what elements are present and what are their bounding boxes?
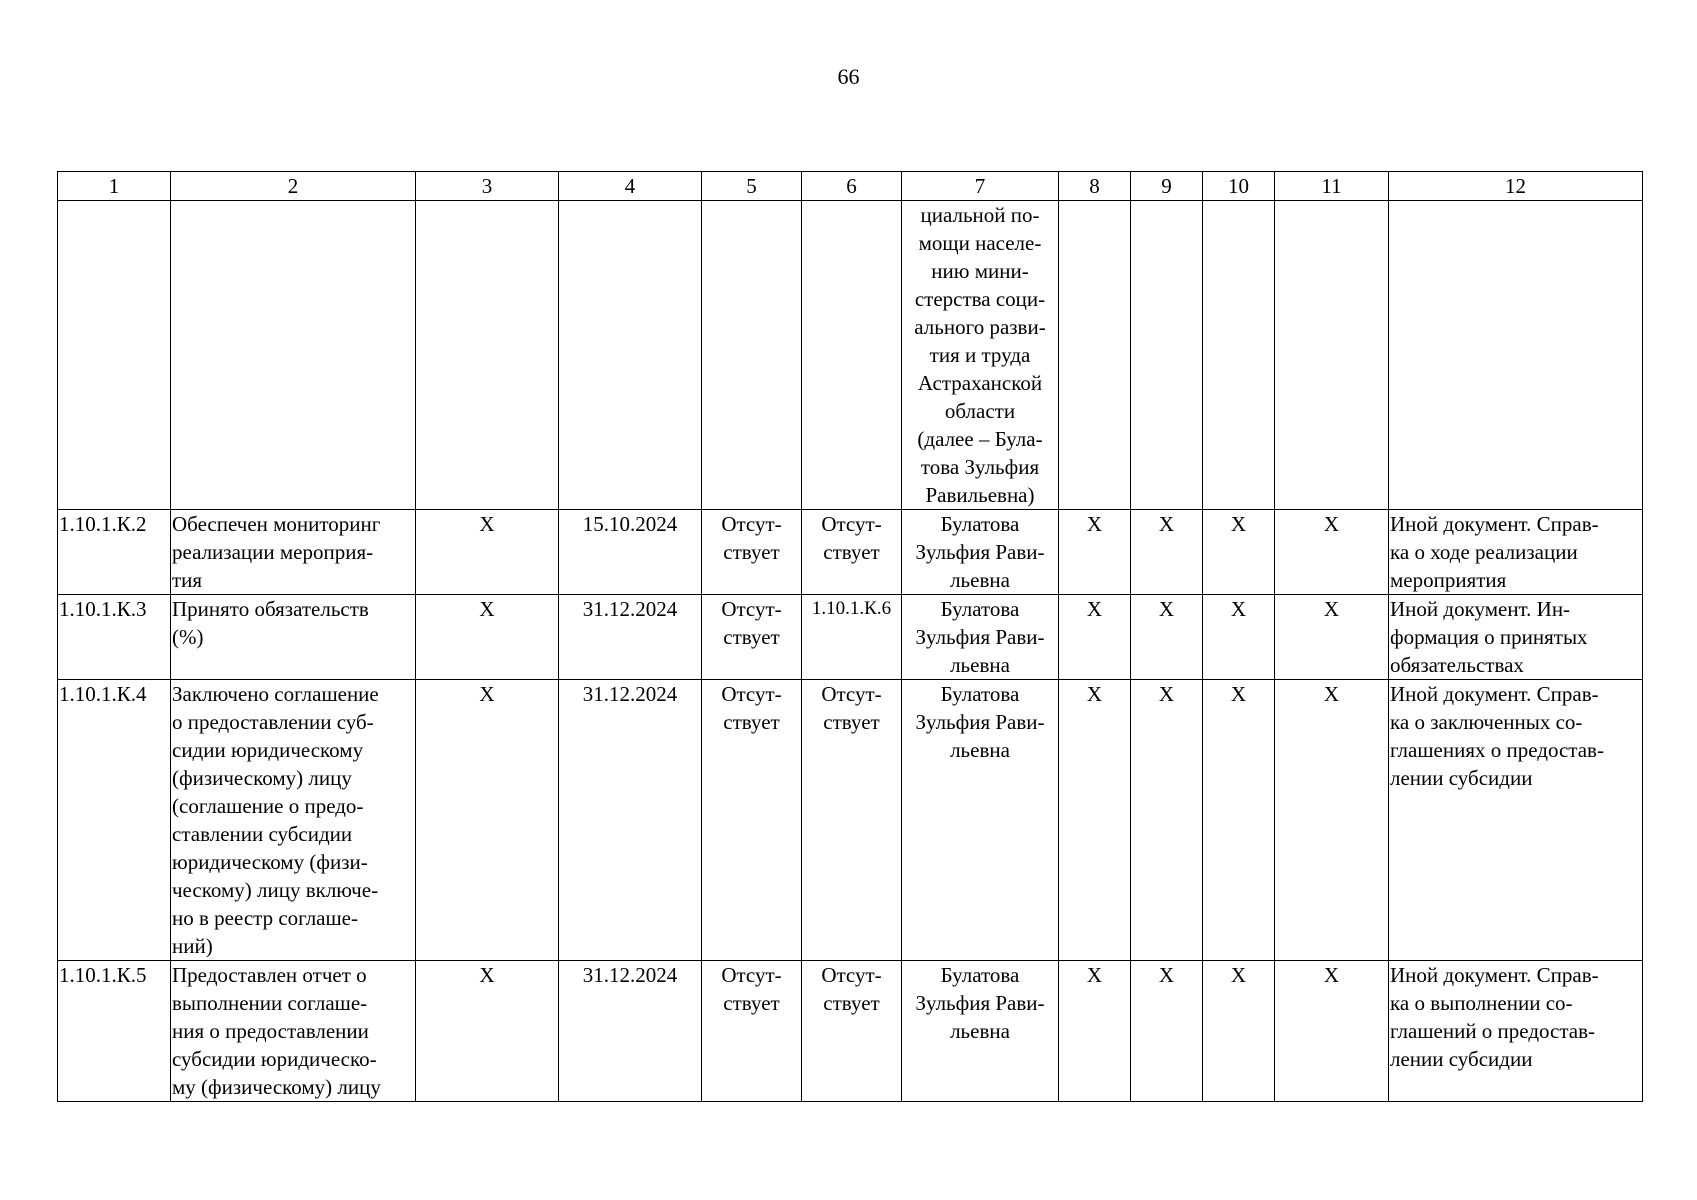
column-header: 1 <box>58 172 171 201</box>
header-row <box>58 172 1643 201</box>
cell-text-line: това Зульфия <box>920 455 1040 479</box>
cell-text-line: обязательствах <box>1390 653 1524 677</box>
cell-text-line: Равильевна) <box>925 483 1035 507</box>
cell-text-line: льевна <box>950 653 1010 677</box>
cell-text-line: Иной документ. Справ- <box>1390 512 1599 536</box>
cell-text-line: глашений о предостав- <box>1390 1019 1596 1043</box>
cell-text-line: Булатова <box>940 512 1020 536</box>
document-type-cell <box>1389 961 1643 1102</box>
column-header: 4 <box>559 172 702 201</box>
row-code-cell: 1.10.1.К.3 <box>58 595 171 680</box>
cell-text-line: реализации мероприя- <box>172 540 374 564</box>
row-code-cell: 1.10.1.К.5 <box>58 961 171 1102</box>
column-header: 10 <box>1203 172 1275 201</box>
column-header: 11 <box>1275 172 1389 201</box>
responsible-cell <box>902 680 1059 961</box>
table-cell: X <box>1275 510 1389 595</box>
table-cell <box>416 201 559 510</box>
cell-text-line: Отсут- <box>721 682 782 706</box>
cell-text-line: Отсут- <box>821 682 882 706</box>
cell-text-line: мощи населе- <box>918 231 1042 255</box>
column-header: 12 <box>1389 172 1643 201</box>
cell-text-line: Предоставлен отчет о <box>172 963 367 987</box>
table-cell: X <box>1275 680 1389 961</box>
column-header: 2 <box>171 172 416 201</box>
cell-text-line: ка о заключенных со- <box>1390 710 1583 734</box>
cell-text-line: Принято обязательств <box>172 597 369 621</box>
table-row <box>58 680 1643 961</box>
cell-text-line: Булатова <box>940 597 1020 621</box>
column-header: 5 <box>702 172 802 201</box>
cell-text-line: циальной по- <box>920 203 1040 227</box>
cell-text-line: ствует <box>723 710 780 734</box>
cell-text-line: тия <box>172 568 203 592</box>
cell-text-line: ствует <box>723 625 780 649</box>
responsible-continuation-cell <box>902 201 1059 510</box>
column-header: 3 <box>416 172 559 201</box>
date-cell: 31.12.2024 <box>559 680 702 961</box>
event-name-cell <box>171 510 416 595</box>
table-cell: X <box>1131 680 1203 961</box>
cell-text-line: ческому) лицу включе- <box>172 878 379 902</box>
cell-text-line: Отсут- <box>821 512 882 536</box>
cell-text-line: сидии юридическому <box>172 738 364 762</box>
cell-text-line: глашениях о предостав- <box>1390 738 1604 762</box>
cell-text-line: Отсут- <box>721 963 782 987</box>
cell-text-line: Иной документ. Справ- <box>1390 963 1599 987</box>
table-cell <box>1059 201 1131 510</box>
date-cell: 15.10.2024 <box>559 510 702 595</box>
cell-text-line: (далее – Була- <box>917 427 1043 451</box>
table-cell <box>1131 201 1203 510</box>
event-name-cell <box>171 680 416 961</box>
row-code-cell: 1.10.1.К.4 <box>58 680 171 961</box>
table-cell <box>802 201 902 510</box>
column-header: 6 <box>802 172 902 201</box>
cell-text-line: ствует <box>823 540 880 564</box>
cell-text-line: области <box>944 399 1016 423</box>
cell-text-line: ний) <box>172 934 213 958</box>
cell-text-line: но в реестр соглаше- <box>172 906 358 930</box>
cell-text-line: тия и труда <box>929 343 1031 367</box>
cell-text-line: юридическому (физи- <box>172 850 368 874</box>
successor-cell <box>802 680 902 961</box>
cell-text-line: ального разви- <box>914 315 1046 339</box>
cell-text-line: ствует <box>823 991 880 1015</box>
successor-cell <box>802 961 902 1102</box>
responsible-cell <box>902 595 1059 680</box>
cell-text-line: Зульфия Рави- <box>915 710 1045 734</box>
cell-text-line: льевна <box>950 738 1010 762</box>
cell-text-line: формация о принятых <box>1390 625 1588 649</box>
cell-text-line: Отсут- <box>721 512 782 536</box>
table-cell <box>1203 201 1275 510</box>
table-cell: X <box>1203 510 1275 595</box>
cell-text-line: Обеспечен мониторинг <box>172 512 381 536</box>
cell-text-line: (соглашение о предо- <box>172 794 364 818</box>
document-type-cell <box>1389 595 1643 680</box>
cell-text-line: Иной документ. Справ- <box>1390 682 1599 706</box>
document-type-cell <box>1389 680 1643 961</box>
cell-text-line: стерства соци- <box>914 287 1046 311</box>
successor-cell <box>802 595 902 680</box>
table-cell: X <box>1059 510 1131 595</box>
cell-text-line: льевна <box>950 568 1010 592</box>
cell-text-line: выполнении соглаше- <box>172 991 368 1015</box>
cell-text-line: лении субсидии <box>1390 1047 1533 1071</box>
event-name-cell <box>171 961 416 1102</box>
column-header: 9 <box>1131 172 1203 201</box>
predecessor-cell <box>702 595 802 680</box>
table-cell: X <box>1275 961 1389 1102</box>
responsible-cell <box>902 961 1059 1102</box>
cell-text-line: Зульфия Рави- <box>915 625 1045 649</box>
cell-text-line: Зульфия Рави- <box>915 540 1045 564</box>
row-code-cell: 1.10.1.К.2 <box>58 510 171 595</box>
table-cell: X <box>1203 595 1275 680</box>
cell-text-line: Зульфия Рави- <box>915 991 1045 1015</box>
table-cell <box>559 201 702 510</box>
table-row <box>58 595 1643 680</box>
cell-text-line: ствует <box>723 991 780 1015</box>
cell-text-line: Астраханской <box>917 371 1043 395</box>
events-table <box>57 171 1643 1102</box>
table-cell <box>1389 201 1643 510</box>
predecessor-cell <box>702 510 802 595</box>
cell-text-line: Булатова <box>940 963 1020 987</box>
cell-text-line: 1.10.1.К.6 <box>811 598 892 619</box>
continuation-row <box>58 201 1643 510</box>
predecessor-cell <box>702 680 802 961</box>
date-cell: 31.12.2024 <box>559 595 702 680</box>
cell-text-line: льевна <box>950 1019 1010 1043</box>
table-cell: X <box>1059 961 1131 1102</box>
cell-text-line: Заключено соглашение <box>172 682 379 706</box>
predecessor-cell <box>702 961 802 1102</box>
cell-text-line: (физическому) лицу <box>172 766 352 790</box>
cell-text-line: субсидии юридическо- <box>172 1047 377 1071</box>
cell-text-line: Отсут- <box>721 597 782 621</box>
page-number: 66 <box>837 64 860 89</box>
successor-cell <box>802 510 902 595</box>
table-cell: X <box>416 595 559 680</box>
column-header: 8 <box>1059 172 1131 201</box>
table-cell <box>58 201 171 510</box>
table-cell <box>702 201 802 510</box>
event-name-cell <box>171 595 416 680</box>
table-cell <box>1275 201 1389 510</box>
table-cell: X <box>1131 595 1203 680</box>
cell-text-line: нию мини- <box>931 259 1029 283</box>
table-row <box>58 961 1643 1102</box>
cell-text-line: лении субсидии <box>1390 766 1533 790</box>
cell-text-line: (%) <box>172 625 204 649</box>
column-header: 7 <box>902 172 1059 201</box>
responsible-cell <box>902 510 1059 595</box>
table-cell: X <box>1203 680 1275 961</box>
table-row <box>58 510 1643 595</box>
date-cell: 31.12.2024 <box>559 961 702 1102</box>
table-cell: X <box>416 961 559 1102</box>
cell-text-line: ставлении субсидии <box>172 822 353 846</box>
cell-text-line: о предоставлении суб- <box>172 710 374 734</box>
table-cell: X <box>1059 595 1131 680</box>
table-cell <box>171 201 416 510</box>
table-cell: X <box>1059 680 1131 961</box>
cell-text-line: Булатова <box>940 682 1020 706</box>
cell-text-line: ка о выполнении со- <box>1390 991 1573 1015</box>
table-cell: X <box>1131 510 1203 595</box>
cell-text-line: Иной документ. Ин- <box>1390 597 1571 621</box>
document-type-cell <box>1389 510 1643 595</box>
cell-text-line: ка о ходе реализации <box>1390 540 1578 564</box>
cell-text-line: ствует <box>823 710 880 734</box>
table-cell: X <box>1275 595 1389 680</box>
table-cell: X <box>1131 961 1203 1102</box>
table-cell: X <box>1203 961 1275 1102</box>
table-cell: X <box>416 510 559 595</box>
table-cell: X <box>416 680 559 961</box>
cell-text-line: мероприятия <box>1390 568 1507 592</box>
cell-text-line: му (физическому) лицу <box>172 1075 381 1099</box>
cell-text-line: ния о предоставлении <box>172 1019 369 1043</box>
cell-text-line: Отсут- <box>821 963 882 987</box>
cell-text-line: ствует <box>723 540 780 564</box>
